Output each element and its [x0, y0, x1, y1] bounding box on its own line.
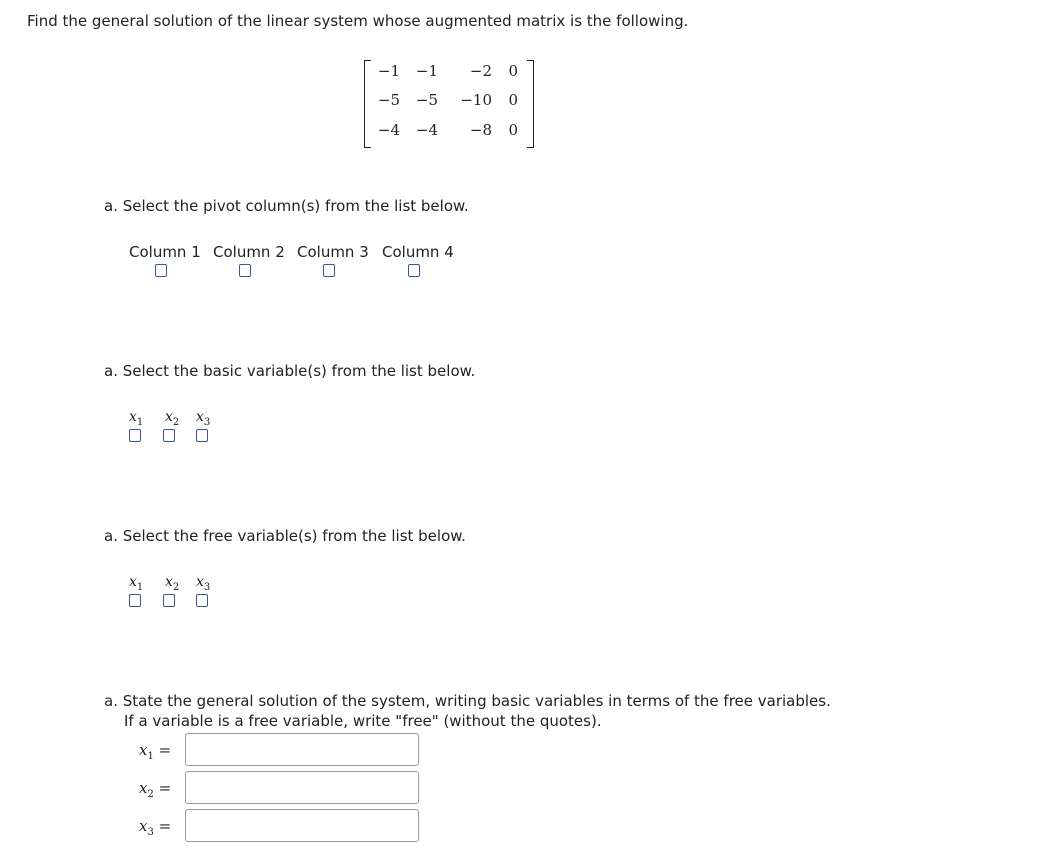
matrix-cell: −4: [415, 121, 438, 139]
free-var-x2-label: $x_2$: [165, 574, 180, 593]
x2-equation-label: $x_2$ =: [139, 779, 172, 800]
free-var-x3-checkbox[interactable]: [196, 594, 208, 607]
pivot-column-3-checkbox[interactable]: [323, 264, 335, 277]
pivot-column-1-checkbox[interactable]: [155, 264, 167, 277]
free-var-x2-checkbox[interactable]: [163, 594, 175, 607]
solution-prompt: a. State the general solution of the system, writing basic variables in terms of the free variables.: [104, 692, 831, 710]
basic-variables-prompt: a. Select the basic variable(s) from the list below.: [104, 362, 476, 380]
basic-var-x3-checkbox[interactable]: [196, 429, 208, 442]
basic-var-x1-label: $x_1$: [129, 409, 144, 428]
augmented-matrix: [364, 60, 534, 148]
free-var-x1-label: $x_1$: [129, 574, 144, 593]
basic-var-x1-checkbox[interactable]: [129, 429, 141, 442]
matrix-left-bracket: [364, 60, 371, 148]
solution-instruction: If a variable is a free variable, write "free" (without the quotes).: [124, 712, 602, 730]
matrix-cell: −2: [469, 62, 492, 80]
pivot-column-4-checkbox[interactable]: [408, 264, 420, 277]
x1-equation-label: $x_1$ =: [139, 741, 172, 762]
question-intro: Find the general solution of the linear system whose augmented matrix is the following.: [27, 12, 689, 30]
matrix-cell: −1: [377, 62, 400, 80]
free-var-x1-checkbox[interactable]: [129, 594, 141, 607]
matrix-cell: −5: [415, 91, 438, 109]
x1-answer-input[interactable]: [185, 733, 419, 766]
column-4-label: Column 4: [382, 243, 454, 261]
basic-var-x2-checkbox[interactable]: [163, 429, 175, 442]
x3-equation-label: $x_3$ =: [139, 817, 172, 838]
basic-var-x3-label: $x_3$: [196, 409, 211, 428]
matrix-cell: −4: [377, 121, 400, 139]
pivot-prompt: a. Select the pivot column(s) from the list below.: [104, 197, 469, 215]
column-3-label: Column 3: [297, 243, 369, 261]
matrix-cell: 0: [508, 62, 518, 80]
x2-answer-input[interactable]: [185, 771, 419, 804]
column-1-label: Column 1: [129, 243, 201, 261]
matrix-cell: −8: [469, 121, 492, 139]
free-var-x3-label: $x_3$: [196, 574, 211, 593]
x3-answer-input[interactable]: [185, 809, 419, 842]
matrix-cell: 0: [508, 91, 518, 109]
free-variables-prompt: a. Select the free variable(s) from the list below.: [104, 527, 466, 545]
matrix-cell: −5: [377, 91, 400, 109]
column-2-label: Column 2: [213, 243, 285, 261]
matrix-cell: −10: [460, 91, 492, 109]
matrix-cell: 0: [508, 121, 518, 139]
matrix-right-bracket: [527, 60, 534, 148]
matrix-cell: −1: [415, 62, 438, 80]
pivot-column-2-checkbox[interactable]: [239, 264, 251, 277]
basic-var-x2-label: $x_2$: [165, 409, 180, 428]
